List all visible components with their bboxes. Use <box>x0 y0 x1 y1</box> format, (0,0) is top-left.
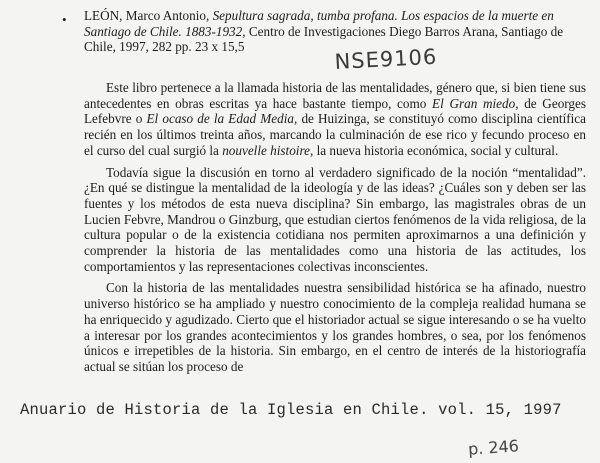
citation-bullet: • <box>62 12 67 27</box>
paragraph-2: Todavía sigue la discusión en torno al verdadero significado de la noción “mentalidad”. ¿En qué se distingue la mentalidad de la ideología y de las ideas? ¿Cuáles son y deben ser las fuentes y los métodos de esta nueva disciplina? Sin embargo, las magistrales obras de un Lucien Febvre, Mandrou o Ginzburg, que estudian ciertos fenómenos de la vida religiosa, de la cultura popular o de la existencia cotidiana nos permiten aproximarnos a una definición y comprender la historia de las mentalidades como una historia de las actitudes, los comportamientos y las representaciones colectivas inconscientes. <box>84 164 586 274</box>
paragraph-3: Con la historia de las mentalidades nuestra sensibilidad histórica se ha afinado, nuestro universo histórico se ha ampliado y nuestro conocimiento de la compleja realidad humana se ha enriquecido y agudizado. Cierto que el historiador actual se sigue interesando o se ha vuelto a interesar por los grandes acontecimientos y los grandes hombres, o sea, por los fenómenos únicos e irrepetibles de la historia. Sin embargo, en el centro de interés de la historiografía actual se sitúan los proceso de <box>84 280 586 374</box>
citation-title: Sepultura sagrada, tumba profana. Los espacios de la muerte en Santiago de Chile. 1883-1932, <box>84 8 554 39</box>
handwritten-page-note: p. 246 <box>467 436 520 459</box>
paragraph-1 <box>84 80 586 159</box>
source-footer: Anuario de Historia de la Iglesia en Chile. vol. 15, 1997 <box>20 401 562 419</box>
book-citation <box>84 8 586 55</box>
review-body <box>84 80 586 381</box>
p1-text-g: la nueva historia económica, social y cultural. <box>316 142 559 158</box>
p1-title-ocaso: El ocaso de la Edad Media, <box>146 111 298 127</box>
p1-text-c: de Georges Lefebvre o <box>84 95 587 127</box>
p1-term-nouvelle-histoire: nouvelle histoire, <box>222 142 314 158</box>
citation-author: LEÓN, Marco Antonio, <box>84 8 210 23</box>
p1-text-e: de Huizinga, se constituyó como disciplina científica recién en los últimos treinta años, marcando la culminación de ese rico y fecundo proceso en el curso del cual surgió la <box>84 111 586 158</box>
p1-title-gran-miedo: El Gran miedo, <box>432 95 519 111</box>
citation-details: Centro de Investigaciones Diego Barros Arana, Santiago de Chile, 1997, 282 pp. 23 x 15,5 <box>84 23 564 55</box>
p1-text-a: Este libro pertenece a la llamada historia de las mentalidades, género que, si bien tiene sus antecedentes en obras escritas ya hace bastante tiempo, como <box>84 80 586 111</box>
handwritten-catalog-number: NSE9106 <box>334 44 438 74</box>
